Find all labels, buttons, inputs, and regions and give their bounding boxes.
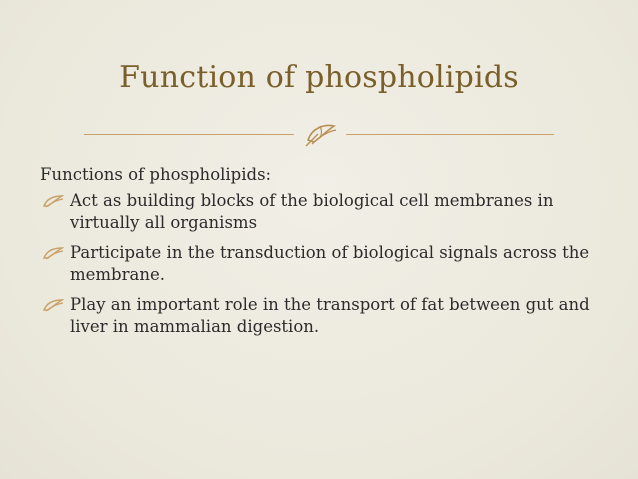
leaf-ornament-icon xyxy=(300,120,340,148)
bullet-text: Participate in the transduction of biological signals across the membrane. xyxy=(70,243,590,284)
leaf-bullet-icon xyxy=(42,246,64,260)
bullet-text: Act as building blocks of the biological cell membranes in virtually all organisms xyxy=(70,191,554,232)
list-item xyxy=(40,294,600,338)
slide-title: Function of phospholipids xyxy=(119,60,519,95)
divider-line-right xyxy=(346,134,554,135)
divider-line-left xyxy=(84,134,294,135)
list-item xyxy=(40,242,600,286)
bullet-list xyxy=(40,190,600,338)
bullet-text: Play an important role in the transport of fat between gut and liver in mammalian digestion. xyxy=(70,295,590,336)
intro-text: Functions of phospholipids: xyxy=(40,165,272,184)
title-divider xyxy=(84,118,554,148)
list-item xyxy=(40,190,600,234)
leaf-bullet-icon xyxy=(42,298,64,312)
leaf-bullet-icon xyxy=(42,194,64,208)
slide-body xyxy=(40,164,600,346)
